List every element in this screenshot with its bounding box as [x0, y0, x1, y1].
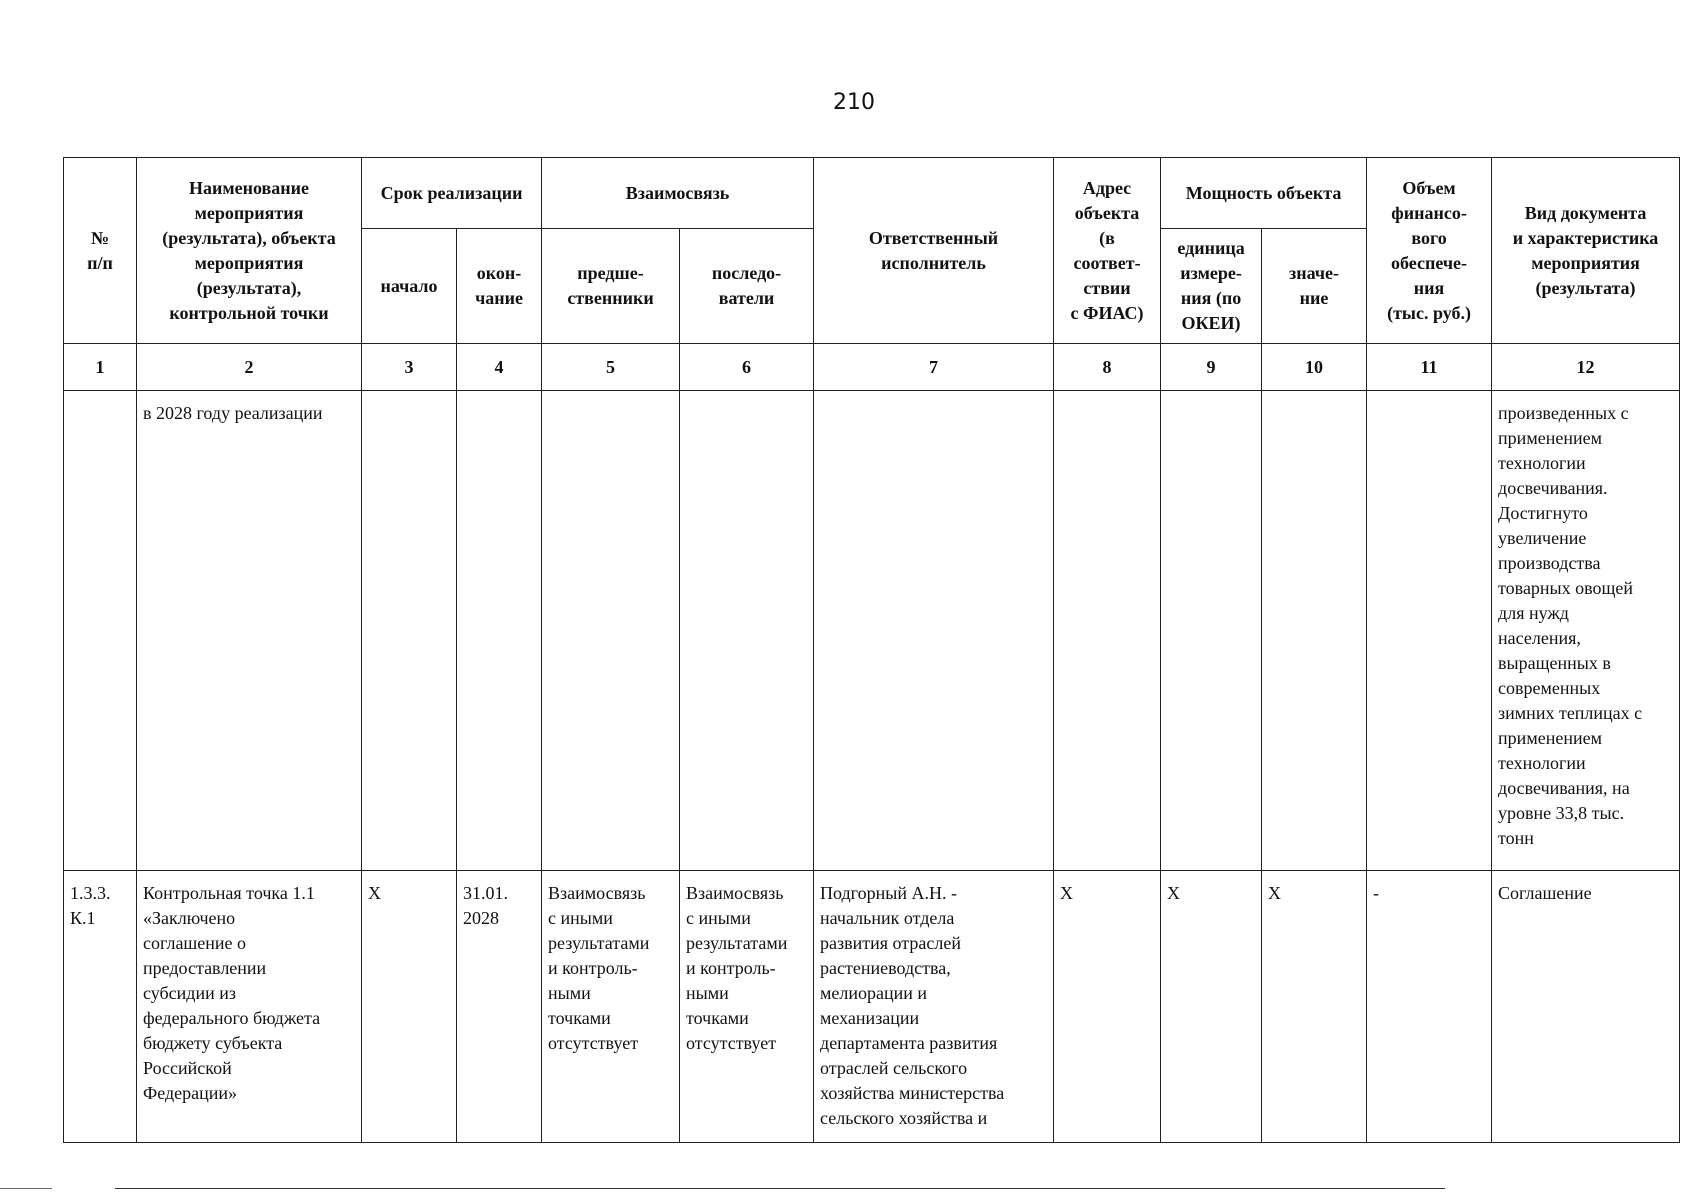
header-successors [680, 229, 814, 344]
header-value [1262, 229, 1367, 344]
column-number: 6 [680, 344, 814, 391]
cell-address: X [1054, 871, 1161, 1143]
column-number: 2 [137, 344, 362, 391]
column-number: 7 [814, 344, 1054, 391]
cell-responsible [814, 391, 1054, 871]
cell-end: 31.01. 2028 [457, 871, 542, 1143]
header-start [362, 229, 457, 344]
header-predecessors-text: предше- ственники [567, 263, 654, 308]
column-number: 11 [1367, 344, 1492, 391]
cell-predecessors [542, 391, 680, 871]
header-end [457, 229, 542, 344]
header-predecessors [542, 229, 680, 344]
cell-start: X [362, 871, 457, 1143]
header-capacity [1161, 158, 1367, 229]
column-number: 12 [1492, 344, 1680, 391]
header-doc-type [1492, 158, 1680, 344]
cell-name: Контрольная точка 1.1 «Заключено соглашение о предоставлении субсидии из федерального бюджета бюджету субъекта Российской Федерации» [137, 871, 362, 1143]
header-responsible-text: Ответственный исполнитель [868, 227, 999, 273]
cell-predecessors: Взаимосвязь с иными результатами и контроль- ными точками отсутствует [542, 871, 680, 1143]
header-relation-text: Взаимосвязь [625, 182, 730, 203]
cell-start [362, 391, 457, 871]
cell-num: 1.3.3. К.1 [64, 871, 137, 1143]
header-relation [542, 158, 814, 229]
cell-doc-type: Соглашение [1492, 871, 1680, 1143]
cell-num [64, 391, 137, 871]
header-funding-text: Объем финансо- вого обеспече- ния (тыс. руб.) [1387, 177, 1471, 323]
column-number: 5 [542, 344, 680, 391]
header-start-text: начало [380, 275, 438, 296]
cell-value [1262, 391, 1367, 871]
column-number: 3 [362, 344, 457, 391]
header-value-text: значе- ние [1289, 263, 1340, 308]
header-address [1054, 158, 1161, 344]
footer-rule [115, 1188, 1445, 1189]
column-number: 1 [64, 344, 137, 391]
cell-end [457, 391, 542, 871]
header-successors-text: последо- ватели [711, 263, 782, 308]
column-number: 4 [457, 344, 542, 391]
cell-name: в 2028 году реализации [137, 391, 362, 871]
cell-doc-type: произведенных с применением технологии досвечивания. Достигнуто увеличение производства товарных овощей для нужд населения, выращенных в современных зимних теплицах с применением технологии досвечивания, на уровне 33,8 тыс. тонн [1492, 391, 1680, 871]
header-row-top [64, 158, 1680, 229]
cell-successors [680, 391, 814, 871]
column-number: 9 [1161, 344, 1262, 391]
cell-funding [1367, 391, 1492, 871]
cell-address [1054, 391, 1161, 871]
column-number: 8 [1054, 344, 1161, 391]
header-name [137, 158, 362, 344]
page-number: 210 [833, 90, 875, 115]
header-num-text: № п/п [87, 227, 113, 273]
header-doc-type-text: Вид документа и характеристика мероприятия (результата) [1512, 202, 1659, 298]
footer-rule-left [0, 1188, 52, 1189]
cell-unit [1161, 391, 1262, 871]
column-number-row [64, 344, 1680, 391]
table-row [64, 391, 1680, 871]
header-unit [1161, 229, 1262, 344]
column-number: 10 [1262, 344, 1367, 391]
header-funding [1367, 158, 1492, 344]
header-unit-text: единица измере- ния (по ОКЕИ) [1177, 238, 1245, 333]
activity-plan-table [63, 157, 1680, 1143]
cell-value: X [1262, 871, 1367, 1143]
header-responsible [814, 158, 1054, 344]
header-capacity-text: Мощность объекта [1185, 182, 1342, 203]
cell-unit: X [1161, 871, 1262, 1143]
header-address-text: Адрес объекта (в соответ- ствии с ФИАС) [1070, 177, 1144, 323]
header-name-text: Наименование мероприятия (результата), объекта мероприятия (результата), контрольной точки [162, 177, 336, 323]
cell-funding: - [1367, 871, 1492, 1143]
header-deadline-text: Срок реализации [380, 182, 523, 203]
cell-responsible: Подгорный А.Н. - начальник отдела развития отраслей растениеводства, мелиорации и механизации департамента развития отраслей сельского хозяйства министерства сельского хозяйства и [814, 871, 1054, 1143]
header-num [64, 158, 137, 344]
header-end-text: окон- чание [475, 263, 523, 308]
cell-successors: Взаимосвязь с иными результатами и контроль- ными точками отсутствует [680, 871, 814, 1143]
header-deadline [362, 158, 542, 229]
table-row [64, 871, 1680, 1143]
